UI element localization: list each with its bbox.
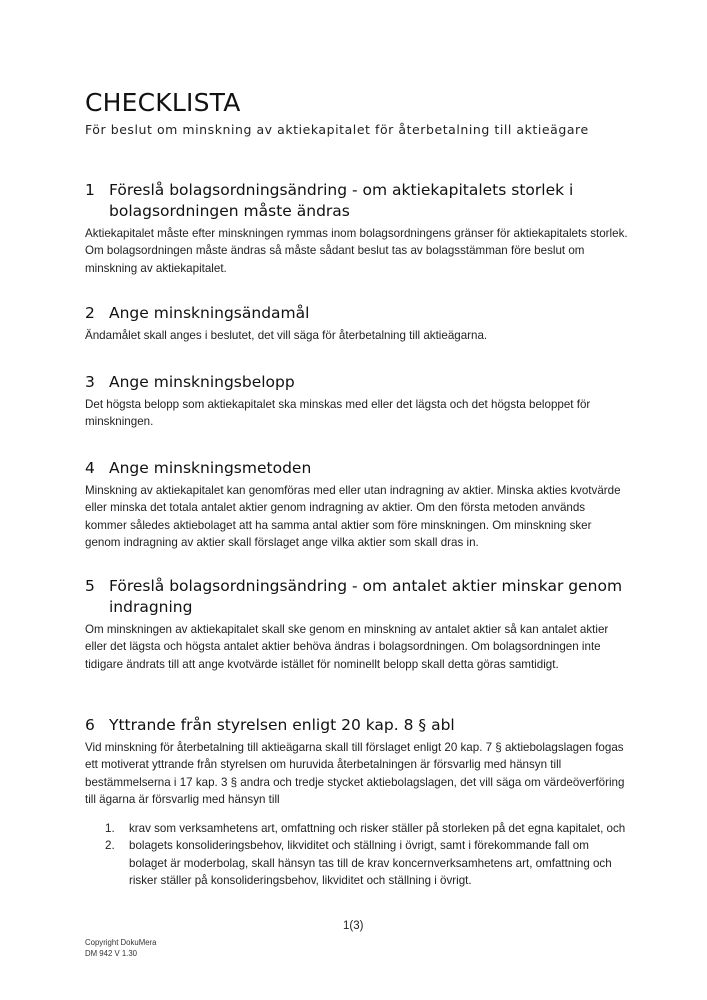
section-body: Ändamålet skall anges i beslutet, det vill säga för återbetalning till aktieägarna.: [85, 329, 488, 342]
section-body: Vid minskning för återbetalning till aktieägarna skall till förslaget enligt 20 kap. 7 § aktiebolagslagen fogas ett motiverat yttrande från styrelsen om huruvida återbetalningen är försvarlig med hänsyn till bestämmelserna i 17 kap. 3 § andra och tredje stycket aktiebolagslagen, det vill säga om värdeöverföring till ägarna är försvarlig med hänsyn till: [85, 741, 625, 806]
section-number: 1: [85, 181, 95, 199]
section-body: Minskning av aktiekapitalet kan genomföras med eller utan indragning av aktier. Minska akties kvotvärde eller minska det totala antalet aktier genom indragning av aktier. Om den första metoden används kommer således aktiebolaget att ha samma antal aktier som före minskningen. Om minskning sker genom indragning av aktier skall förslaget ange vilka aktier som skall dras in.: [85, 484, 621, 549]
section-body: Om minskningen av aktiekapitalet skall ske genom en minskning av antalet aktier så kan antalet aktier eller det lägsta och högsta antalet aktier behöva ändras i bolagsordningen. Om bolagsordningen inte tidigare ändrats till att ange kvotvärde istället för nominellt belopp skall detta göras samtidigt.: [85, 623, 609, 671]
section-4: [85, 458, 630, 551]
section-1: [85, 180, 630, 277]
document-subtitle: För beslut om minskning av aktiekapitalet för återbetalning till aktieägare: [85, 122, 589, 137]
document-title: CHECKLISTA: [85, 88, 241, 117]
section-number: 2: [85, 304, 95, 322]
section-number: 4: [85, 459, 95, 477]
section-body: Det högsta belopp som aktiekapitalet ska minskas med eller det lägsta och det högsta beloppet för minskningen.: [85, 398, 591, 429]
list-text: krav som verksamhetens art, omfattning och risker ställer på storleken på det egna kapitalet, och: [129, 822, 626, 836]
section-title: Föreslå bolagsordningsändring - om aktiekapitalets storlek i bolagsordningen måste ändras: [109, 181, 574, 220]
list-marker: 2.: [105, 839, 115, 853]
section-number: 5: [85, 577, 95, 595]
section-3: [85, 372, 630, 431]
footer-doc-id: DM 942 V 1.30: [85, 948, 138, 958]
section-number: 3: [85, 373, 95, 391]
list-item: [85, 820, 630, 837]
section-2: [85, 303, 630, 344]
section-heading: [85, 715, 630, 736]
footer-copyright: Copyright DokuMera: [85, 938, 157, 947]
section-heading: [85, 458, 630, 479]
list-text: bolagets konsolideringsbehov, likviditet och ställning i övrigt, samt i förekommande fall om bolaget är moderbolag, skall hänsyn tas till de krav koncernverksamhetens art, omfattning och risker ställer på konsolideringsbehov, likviditet och ställning i övrigt.: [129, 839, 612, 888]
footer: [85, 938, 157, 959]
list-item: [85, 837, 630, 889]
list-marker: 1.: [105, 822, 115, 836]
section-5: [85, 576, 630, 673]
section-heading: [85, 180, 630, 222]
section-title: Ange minskningsbelopp: [109, 373, 295, 391]
section-heading: [85, 303, 630, 324]
section-title: Yttrande från styrelsen enligt 20 kap. 8 § abl: [109, 716, 455, 734]
section-title: Föreslå bolagsordningsändring - om antalet aktier minskar genom indragning: [109, 577, 623, 616]
section-body: Aktiekapitalet måste efter minskningen rymmas inom bolagsordningens gränser för aktiekapitalets storlek. Om bolagsordningen måste ändras så måste sådant beslut tas av bolagsstämman före beslut om minskning av aktiekapitalet.: [85, 227, 628, 275]
page-number: 1(3): [343, 920, 364, 932]
numbered-list: [85, 820, 630, 889]
section-heading: [85, 576, 630, 618]
section-number: 6: [85, 716, 95, 734]
section-title: Ange minskningsmetoden: [109, 459, 312, 477]
section-heading: [85, 372, 630, 393]
section-title: Ange minskningsändamål: [109, 304, 310, 322]
section-6: [85, 715, 630, 889]
